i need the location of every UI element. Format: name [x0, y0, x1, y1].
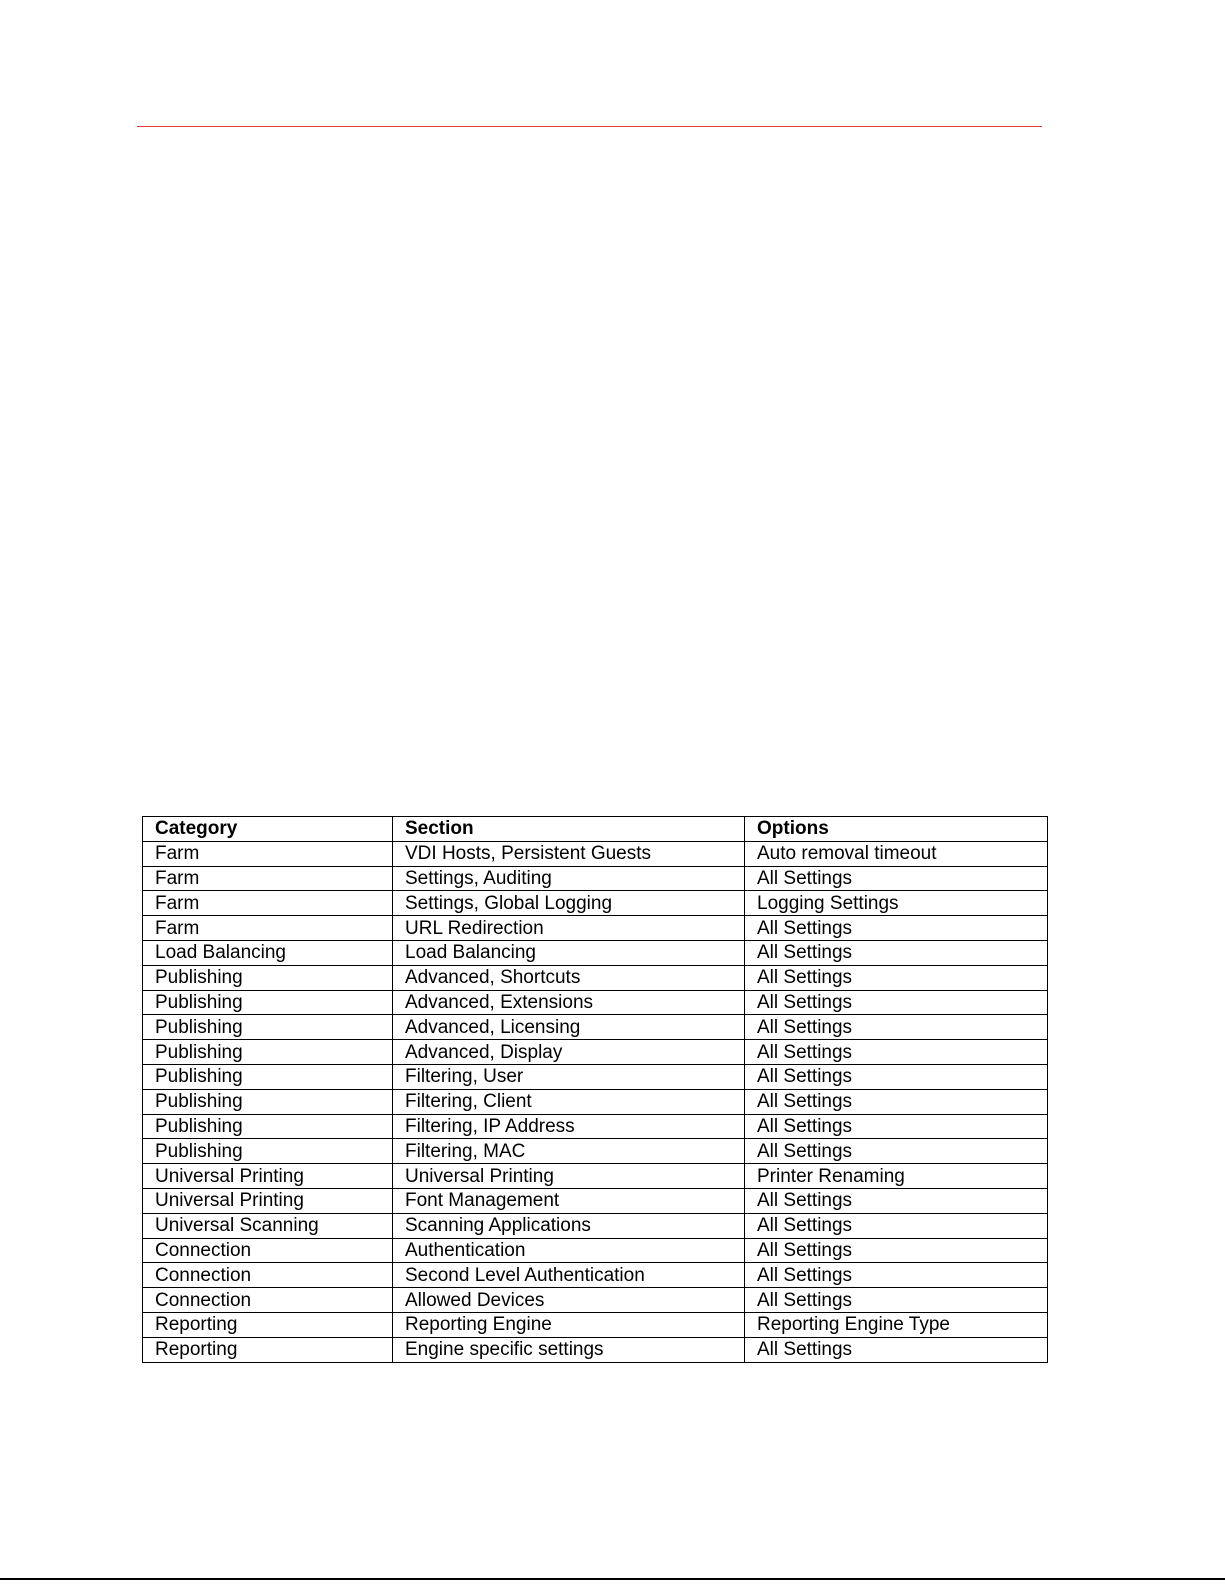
category-cell: Reporting [143, 1312, 393, 1337]
table-row [143, 1288, 1048, 1313]
category-cell: Reporting [143, 1337, 393, 1362]
table-row [143, 1015, 1048, 1040]
section-cell: Allowed Devices [393, 1288, 745, 1313]
category-cell: Publishing [143, 1040, 393, 1065]
options-cell: All Settings [745, 1064, 1048, 1089]
table-row [143, 1064, 1048, 1089]
section-cell: Advanced, Display [393, 1040, 745, 1065]
table-row [143, 1312, 1048, 1337]
options-cell: Printer Renaming [745, 1164, 1048, 1189]
section-cell: Filtering, MAC [393, 1139, 745, 1164]
options-cell: All Settings [745, 990, 1048, 1015]
category-cell: Publishing [143, 965, 393, 990]
table-row [143, 940, 1048, 965]
options-cell: All Settings [745, 1040, 1048, 1065]
table-row [143, 965, 1048, 990]
section-cell: Load Balancing [393, 940, 745, 965]
section-cell: Advanced, Licensing [393, 1015, 745, 1040]
category-cell: Farm [143, 841, 393, 866]
section-cell: Filtering, User [393, 1064, 745, 1089]
table-row [143, 841, 1048, 866]
section-cell: Advanced, Shortcuts [393, 965, 745, 990]
options-cell: All Settings [745, 1015, 1048, 1040]
category-cell: Publishing [143, 990, 393, 1015]
options-cell: Reporting Engine Type [745, 1312, 1048, 1337]
table-row [143, 916, 1048, 941]
category-cell: Load Balancing [143, 940, 393, 965]
category-cell: Publishing [143, 1139, 393, 1164]
options-cell: All Settings [745, 940, 1048, 965]
category-cell: Farm [143, 866, 393, 891]
table-row [143, 1337, 1048, 1362]
category-cell: Connection [143, 1288, 393, 1313]
options-cell: All Settings [745, 1263, 1048, 1288]
table-header [143, 817, 1048, 842]
section-cell: Settings, Global Logging [393, 891, 745, 916]
section-cell: Second Level Authentication [393, 1263, 745, 1288]
options-cell: All Settings [745, 1213, 1048, 1238]
section-cell: Filtering, IP Address [393, 1114, 745, 1139]
category-cell: Publishing [143, 1015, 393, 1040]
category-cell: Publishing [143, 1089, 393, 1114]
category-cell: Publishing [143, 1064, 393, 1089]
header-divider [137, 126, 1042, 127]
options-cell: All Settings [745, 1139, 1048, 1164]
table-header-row [143, 817, 1048, 842]
options-cell: All Settings [745, 1188, 1048, 1213]
category-cell: Farm [143, 891, 393, 916]
footer-divider [0, 1578, 1225, 1580]
table-row [143, 1114, 1048, 1139]
section-cell: Reporting Engine [393, 1312, 745, 1337]
section-cell: Advanced, Extensions [393, 990, 745, 1015]
column-header-category: Category [143, 817, 393, 842]
category-cell: Connection [143, 1238, 393, 1263]
options-cell: All Settings [745, 916, 1048, 941]
options-cell: All Settings [745, 1238, 1048, 1263]
table-row [143, 1213, 1048, 1238]
table-row [143, 1238, 1048, 1263]
section-cell: Font Management [393, 1188, 745, 1213]
section-cell: Engine specific settings [393, 1337, 745, 1362]
section-cell: Settings, Auditing [393, 866, 745, 891]
category-cell: Universal Scanning [143, 1213, 393, 1238]
options-cell: Logging Settings [745, 891, 1048, 916]
section-cell: Authentication [393, 1238, 745, 1263]
options-cell: Auto removal timeout [745, 841, 1048, 866]
table-row [143, 1139, 1048, 1164]
options-cell: All Settings [745, 1114, 1048, 1139]
section-cell: URL Redirection [393, 916, 745, 941]
section-cell: VDI Hosts, Persistent Guests [393, 841, 745, 866]
section-cell: Scanning Applications [393, 1213, 745, 1238]
table-row [143, 1164, 1048, 1189]
table-row [143, 1263, 1048, 1288]
options-cell: All Settings [745, 1337, 1048, 1362]
column-header-section: Section [393, 817, 745, 842]
settings-table [142, 816, 1048, 1363]
options-cell: All Settings [745, 866, 1048, 891]
table-row [143, 866, 1048, 891]
category-cell: Connection [143, 1263, 393, 1288]
options-cell: All Settings [745, 1288, 1048, 1313]
section-cell: Universal Printing [393, 1164, 745, 1189]
category-cell: Publishing [143, 1114, 393, 1139]
section-cell: Filtering, Client [393, 1089, 745, 1114]
table-row [143, 1188, 1048, 1213]
table-body [143, 841, 1048, 1362]
options-cell: All Settings [745, 965, 1048, 990]
options-cell: All Settings [745, 1089, 1048, 1114]
table-row [143, 891, 1048, 916]
table-row [143, 1040, 1048, 1065]
category-cell: Farm [143, 916, 393, 941]
column-header-options: Options [745, 817, 1048, 842]
category-cell: Universal Printing [143, 1188, 393, 1213]
table-row [143, 1089, 1048, 1114]
category-cell: Universal Printing [143, 1164, 393, 1189]
table-row [143, 990, 1048, 1015]
